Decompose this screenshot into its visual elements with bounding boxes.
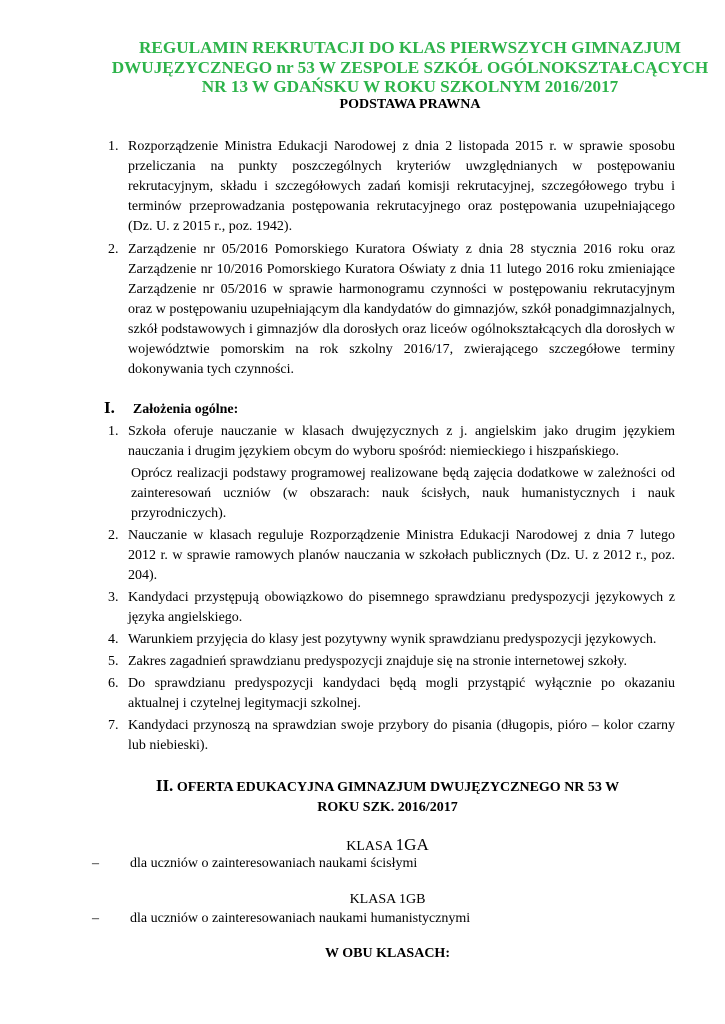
item-number: 1. [108, 424, 119, 439]
class-1ga-description [92, 856, 417, 872]
list-item [100, 240, 675, 380]
legal-basis-list [100, 137, 675, 380]
item-number: 7. [108, 718, 119, 733]
item-text: Kandydaci przystępują obowiązkowo do pisemnego sprawdzianu predyspozycji językowych z języka angielskiego. [128, 590, 675, 625]
document-title [100, 38, 720, 97]
section-number: II. [155, 776, 174, 795]
dash-marker: – [92, 856, 99, 871]
list-item [100, 137, 675, 237]
list-item [100, 652, 675, 672]
section-title-line-1: OFERTA EDUKACYJNA GIMNAZJUM DWUJĘZYCZNEGO NR 53 W [176, 780, 620, 795]
section-number: I. [104, 398, 115, 417]
item-number: 5. [108, 654, 119, 669]
item-number: 1. [108, 139, 119, 154]
item-text: Szkoła oferuje nauczanie w klasach dwujęzycznych z j. angielskim jako drugim językiem nauczania i drugim językiem obcym do wyboru spośród: niemieckiego i hiszpańskiego. [128, 424, 675, 459]
item-extra-paragraph: Oprócz realizacji podstawy programowej realizowane będą zajęcia dodatkowe w zależności od zainteresowań uczniów (w obszarach: nauk ścisłych, nauk humanistycznych i nauk przyrodniczych). [131, 466, 675, 521]
item-number: 2. [108, 242, 119, 257]
description-text: dla uczniów o zainteresowaniach naukami humanistycznymi [130, 911, 471, 926]
class-1gb-heading: KLASA 1GB [349, 892, 426, 907]
dash-marker: – [92, 911, 99, 926]
class-prefix: KLASA [346, 839, 396, 854]
item-text: Do sprawdzianu predyspozycji kandydaci będą mogli przystąpić wyłącznie po okazaniu aktualnej i czytelnej legitymacji szkolnej. [128, 676, 675, 711]
item-number: 3. [108, 590, 119, 605]
class-name: 1GA [395, 835, 429, 854]
general-rules-list [100, 422, 675, 756]
section-title-line-2: ROKU SZK. 2016/2017 [317, 800, 458, 815]
section-1-heading [104, 398, 238, 418]
item-text: Zarządzenie nr 05/2016 Pomorskiego Kuratora Oświaty z dnia 28 stycznia 2016 roku oraz Zarządzenie nr 10/2016 Pomorskiego Kuratora Oświaty z dnia 11 lutego 2016 roku zmieniające Zarządzenie nr 05/2016 w sprawie harmonogramu czynności w postępowaniu rekrutacyjnym oraz w postępowaniu uzupełniającym dla kandydatów do gimnazjów, szkół ponadgimnazjalnych, szkół podstawowych i gimnazjów dla dorosłych oraz liceów ogólnokształcących dla dorosłych w województwie pomorskim na rok szkolny 2016/17, zwierającego szczegółowe terminy dokonywania tych czynności. [128, 242, 675, 377]
class-1ga-heading [100, 835, 675, 855]
legal-basis-heading: PODSTAWA PRAWNA [339, 97, 481, 112]
item-text: Rozporządzenie Ministra Edukacji Narodowej z dnia 2 listopada 2015 r. w sprawie sposobu przeliczania na punkty poszczególnych kryteriów uwzględnianych w postępowaniu rekrutacyjnym, składu i szczegółowych zadań komisji rekrutacyjnej, szczegółowego trybu i terminów przeprowadzania postępowania rekrutacyjnego oraz postępowania uzupełniającego (Dz. U. z 2015 r., poz. 1942). [128, 139, 675, 234]
item-text: Nauczanie w klasach reguluje Rozporządzenie Ministra Edukacji Narodowej z dnia 7 lutego 2012 r. w sprawie ramowych planów nauczania w szkołach publicznych (Dz. U. z 2012 r., poz. 204). [128, 528, 675, 583]
class-1gb-description [92, 911, 470, 927]
item-text: Warunkiem przyjęcia do klasy jest pozytywny wynik sprawdzianu predyspozycji językowych. [128, 632, 657, 647]
section-title: Założenia ogólne: [132, 402, 239, 417]
item-text: Kandydaci przynoszą na sprawdzian swoje przybory do pisania (długopis, pióro – kolor czarny lub niebieski). [128, 718, 675, 753]
title-line-3: NR 13 W GDAŃSKU W ROKU SZKOLNYM 2016/2017 [201, 77, 619, 96]
list-item [100, 422, 675, 462]
list-item [100, 674, 675, 714]
description-text: dla uczniów o zainteresowaniach naukami ścisłymi [130, 856, 418, 871]
title-line-1: REGULAMIN REKRUTACJI DO KLAS PIERWSZYCH GIMNAZJUM [139, 38, 681, 57]
section-2-heading [100, 776, 675, 818]
item-number: 6. [108, 676, 119, 691]
item-text: Zakres zagadnień sprawdzianu predyspozycji znajduje się na stronie internetowej szkoły. [128, 654, 628, 669]
item-number: 4. [108, 632, 119, 647]
item-number: 2. [108, 528, 119, 543]
title-line-2: DWUJĘZYCZNEGO nr 53 W ZESPOLE SZKÓŁ OGÓLNOKSZTAŁCĄCYCH [111, 57, 709, 77]
both-classes-heading: W OBU KLASACH: [325, 946, 450, 961]
list-item [100, 630, 675, 650]
list-item [100, 526, 675, 586]
list-item [100, 588, 675, 628]
list-item [100, 716, 675, 756]
